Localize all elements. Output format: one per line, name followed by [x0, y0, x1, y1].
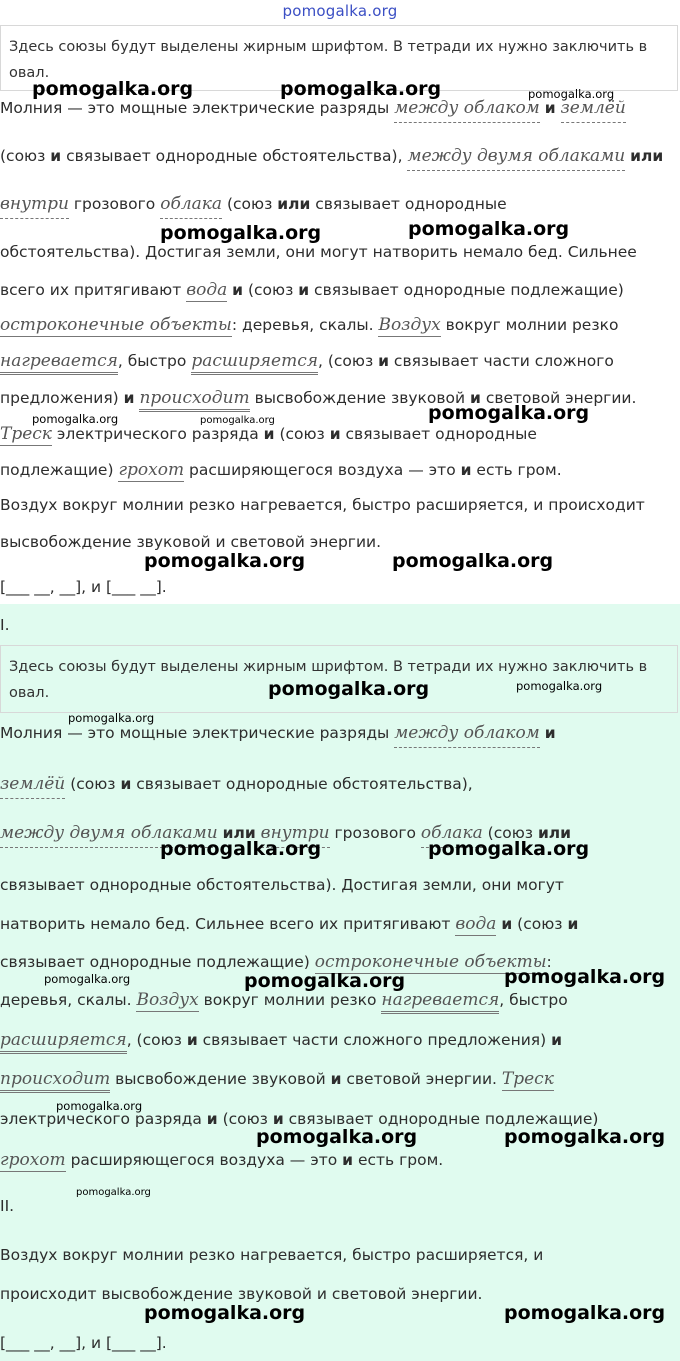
- watermark: pomogalka.org: [160, 222, 322, 244]
- text-line: происходит высвобождение звуковой и световой энергии. Треск: [0, 1069, 554, 1089]
- text-line: электрического разряда и (союз и связывает однородные подлежащие): [0, 1110, 599, 1128]
- watermark: pomogalka.org: [200, 415, 275, 426]
- text-line: натворить немало бед. Сильнее всего их притягивают вода и (союз и: [0, 914, 579, 934]
- text-line: внутри грозового облака (союз или связывает однородные: [0, 194, 507, 214]
- watermark: pomogalka.org: [392, 550, 554, 572]
- watermark: pomogalka.org: [516, 679, 603, 693]
- text-line: расширяется, (союз и связывает части сложного предложения) и: [0, 1030, 562, 1050]
- section-number: II.: [0, 1197, 15, 1215]
- watermark: pomogalka.org: [504, 1126, 666, 1148]
- watermark: pomogalka.org: [528, 87, 615, 101]
- text-line: грохот расширяющегося воздуха — это и есть гром.: [0, 1150, 444, 1170]
- note-text: Здесь союзы будут выделены жирным шрифтом. В тетради их нужно заключить в овал.: [9, 659, 648, 701]
- text-line: Воздух вокруг молнии резко нагревается, быстро расширяется, и происходит: [0, 496, 645, 514]
- text-line: между двумя облаками или внутри грозового облака (союз или: [0, 823, 571, 843]
- sentence-scheme: [___ __, __], и [___ __].: [0, 578, 167, 596]
- text-line: обстоятельства). Достигая земли, они могут натворить немало бед. Сильнее: [0, 243, 637, 261]
- watermark: pomogalka.org: [76, 1187, 151, 1198]
- text-line: остроконечные объекты: деревья, скалы. Воздух вокруг молнии резко: [0, 315, 619, 335]
- note-text: Здесь союзы будут выделены жирным шрифтом. В тетради их нужно заключить в овал.: [9, 39, 648, 81]
- watermark: pomogalka.org: [504, 966, 666, 988]
- watermark: pomogalka.org: [256, 1126, 418, 1148]
- sentence-scheme: [___ __, __], и [___ __].: [0, 1334, 167, 1352]
- text-line: связывает однородные подлежащие) остроконечные объекты:: [0, 952, 552, 972]
- watermark: pomogalka.org: [56, 1099, 143, 1113]
- text-line: происходит высвобождение звуковой и световой энергии.: [0, 1285, 483, 1303]
- text-line: Молния — это мощные электрические разряды между облаком и: [0, 723, 556, 743]
- watermark: pomogalka.org: [428, 838, 590, 860]
- text-line: Молния — это мощные электрические разряды между облаком и землёй: [0, 98, 626, 118]
- watermark: pomogalka.org: [268, 678, 430, 700]
- watermark: pomogalka.org: [428, 402, 590, 424]
- watermark: pomogalka.org: [408, 218, 570, 240]
- text-line: связывает однородные обстоятельства). Достигая земли, они могут: [0, 876, 564, 894]
- watermark: pomogalka.org: [44, 972, 131, 986]
- text-line: (союз и связывает однородные обстоятельства), между двумя облаками или: [0, 146, 663, 166]
- text-line: землёй (союз и связывает однородные обстоятельства),: [0, 774, 473, 794]
- watermark: pomogalka.org: [280, 78, 442, 100]
- site-title[interactable]: pomogalka.org: [282, 2, 398, 20]
- watermark: pomogalka.org: [160, 838, 322, 860]
- watermark: pomogalka.org: [32, 412, 119, 426]
- watermark: pomogalka.org: [32, 78, 194, 100]
- text-line: нагревается, быстро расширяется, (союз и связывает части сложного: [0, 351, 614, 371]
- text-line: всего их притягивают вода и (союз и связывает однородные подлежащие): [0, 280, 624, 300]
- text-line: высвобождение звуковой и световой энергии.: [0, 533, 382, 551]
- text-line: Воздух вокруг молнии резко нагревается, быстро расширяется, и: [0, 1246, 544, 1264]
- watermark: pomogalka.org: [144, 550, 306, 572]
- text-line: подлежащие) грохот расширяющегося воздуха — это и есть гром.: [0, 460, 562, 480]
- watermark: pomogalka.org: [504, 1302, 666, 1324]
- text-line: Треск электрического разряда и (союз и связывает однородные: [0, 424, 537, 444]
- watermark: pomogalka.org: [144, 1302, 306, 1324]
- text-line: предложения) и происходит высвобождение звуковой и световой энергии.: [0, 388, 636, 408]
- section-number: I.: [0, 616, 10, 634]
- watermark: pomogalka.org: [68, 711, 155, 725]
- text-line: деревья, скалы. Воздух вокруг молнии резко нагревается, быстро: [0, 990, 568, 1010]
- watermark: pomogalka.org: [244, 970, 406, 992]
